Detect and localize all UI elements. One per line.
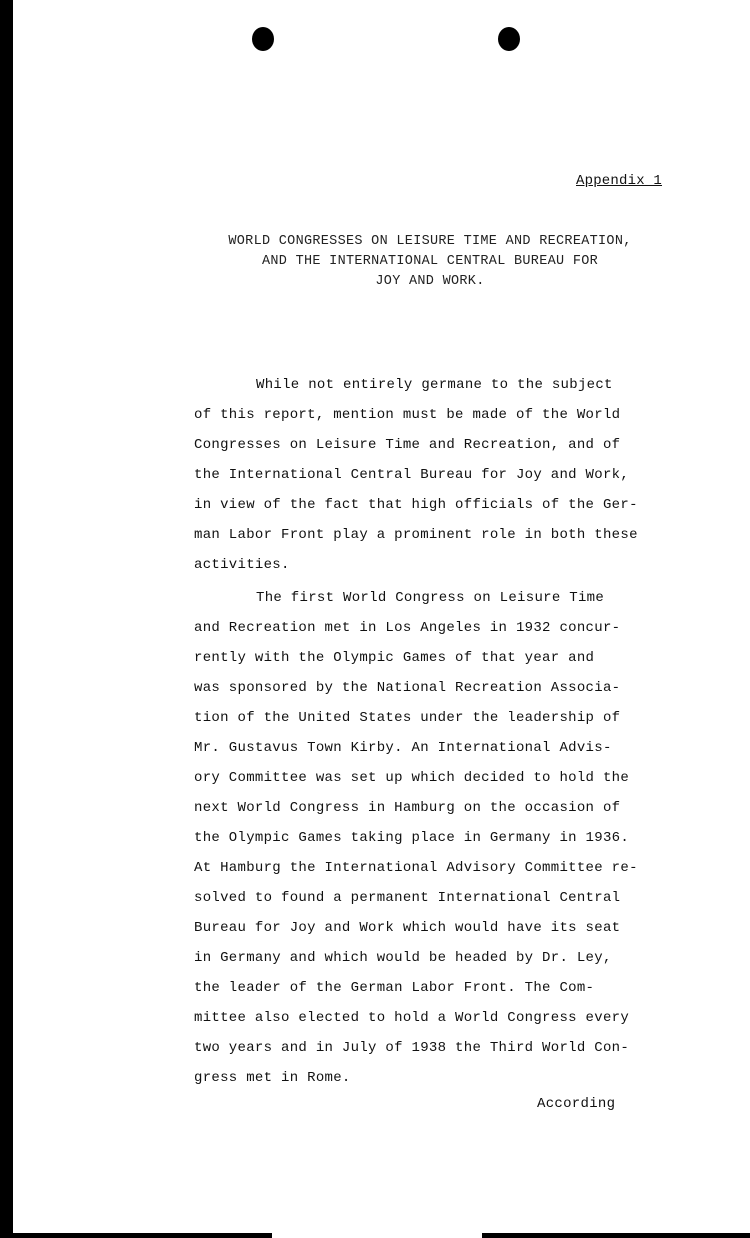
text-line: of this report, mention must be made of the World [194, 407, 621, 423]
text-line: rently with the Olympic Games of that year and [194, 650, 595, 666]
text-line: The first World Congress on Leisure Time [256, 590, 605, 606]
text-line: the leader of the German Labor Front. The Com- [194, 980, 595, 996]
text-line: tion of the United States under the leadership of [194, 710, 621, 726]
text-line: and Recreation met in Los Angeles in 1932 concur- [194, 620, 621, 636]
text-line: At Hamburg the International Advisory Committee re- [194, 860, 638, 876]
text-line: gress met in Rome. [194, 1070, 351, 1086]
catchword: According [537, 1096, 616, 1112]
scan-bottom-edge-right [482, 1233, 750, 1238]
text-line: the Olympic Games taking place in Germany in 1936. [194, 830, 630, 846]
paragraph-1 [194, 370, 664, 580]
punch-hole-left [252, 27, 274, 51]
text-line: the International Central Bureau for Joy and Work, [194, 467, 630, 483]
text-line: ory Committee was set up which decided to hold the [194, 770, 630, 786]
text-line: solved to found a permanent International Central [194, 890, 621, 906]
appendix-label: Appendix 1 [576, 173, 663, 189]
title-line: WORLD CONGRESSES ON LEISURE TIME AND RECREATION, [228, 234, 632, 249]
text-line: mittee also elected to hold a World Congress every [194, 1010, 630, 1026]
text-line: Congresses on Leisure Time and Recreation, and of [194, 437, 621, 453]
text-line: in Germany and which would be headed by Dr. Ley, [194, 950, 612, 966]
text-line: in view of the fact that high officials of the Ger- [194, 497, 638, 513]
text-line: man Labor Front play a prominent role in both these [194, 527, 638, 543]
text-line: While not entirely germane to the subject [256, 377, 613, 393]
text-line: activities. [194, 557, 290, 573]
scan-bottom-edge-left [0, 1233, 272, 1238]
scan-left-edge [0, 0, 13, 1238]
text-line: next World Congress in Hamburg on the occasion of [194, 800, 621, 816]
title-line: JOY AND WORK. [375, 274, 485, 289]
text-line: was sponsored by the National Recreation Associa- [194, 680, 621, 696]
text-line: two years and in July of 1938 the Third World Con- [194, 1040, 630, 1056]
punch-hole-right [498, 27, 520, 51]
text-line: Mr. Gustavus Town Kirby. An International Advis- [194, 740, 612, 756]
document-title [200, 232, 660, 292]
paragraph-2 [194, 583, 664, 1093]
text-line: Bureau for Joy and Work which would have its seat [194, 920, 621, 936]
title-line: AND THE INTERNATIONAL CENTRAL BUREAU FOR [261, 254, 599, 269]
